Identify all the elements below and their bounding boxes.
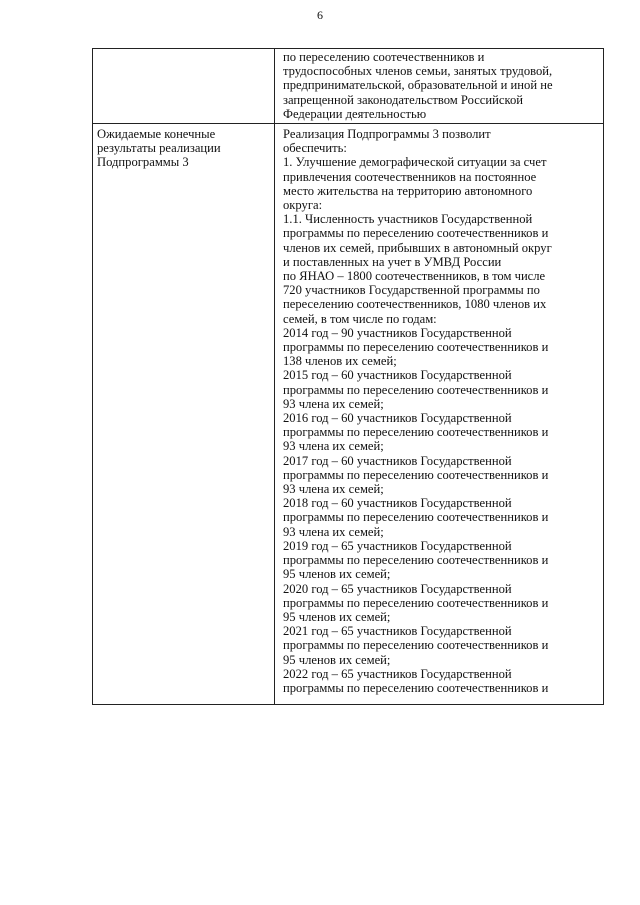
document-table	[92, 48, 604, 705]
row-content-cell	[283, 127, 601, 695]
content-line: Реализация Подпрограммы 3 позволит	[283, 127, 491, 141]
content-line: программы по переселению соотечественников и	[283, 425, 549, 440]
row-label-line: Подпрограммы 3	[97, 155, 189, 170]
content-line: 2014 год – 90 участников Государственной	[283, 325, 512, 340]
content-line: 93 члена их семей;	[283, 439, 384, 454]
content-line: 93 члена их семей;	[283, 482, 384, 497]
content-line: программы по переселению соотечественников и	[283, 340, 549, 355]
continued-cell-line: по переселению соотечественников и	[283, 50, 485, 64]
continued-cell-line: Федерации деятельностью	[283, 106, 427, 121]
row-divider	[93, 123, 603, 124]
content-line: 2022 год – 65 участников Государственной	[283, 666, 512, 681]
content-line: привлечения соотечественников на постоянное	[283, 169, 537, 184]
continued-cell	[283, 50, 601, 121]
row-label-cell	[97, 127, 269, 170]
content-line: программы по переселению соотечественников и	[283, 680, 549, 695]
content-line: обеспечить:	[283, 141, 347, 156]
content-line: 1. Улучшение демографической ситуации за счет	[283, 155, 547, 170]
content-line: программы по переселению соотечественников и	[283, 382, 549, 397]
content-line: 720 участников Государственной программы по	[283, 283, 540, 298]
content-line: 95 членов их семей;	[283, 567, 391, 582]
content-line: 2016 год – 60 участников Государственной	[283, 411, 512, 426]
content-line: по ЯНАО – 1800 соотечественников, в том числе	[283, 269, 546, 284]
content-line: округа:	[283, 198, 323, 213]
content-line: 2019 год – 65 участников Государственной	[283, 538, 512, 553]
content-line: программы по переселению соотечественников и	[283, 638, 549, 653]
continued-cell-line: предпринимательской, образовательной и иной не	[283, 78, 553, 93]
content-line: членов их семей, прибывших в автономный округ	[283, 240, 552, 255]
content-line: 93 члена их семей;	[283, 396, 384, 411]
content-line: программы по переселению соотечественников и	[283, 467, 549, 482]
content-line: переселению соотечественников, 1080 членов их	[283, 297, 547, 312]
continued-cell-line: запрещенной законодательством Российской	[283, 92, 523, 107]
row-label-line: результаты реализации	[97, 141, 221, 156]
content-line: 2015 год – 60 участников Государственной	[283, 368, 512, 383]
content-line: 2018 год – 60 участников Государственной	[283, 496, 512, 511]
page-number: 6	[317, 8, 323, 22]
content-line: программы по переселению соотечественников и	[283, 553, 549, 568]
content-line: программы по переселению соотечественников и	[283, 226, 549, 241]
content-line: 138 членов их семей;	[283, 354, 397, 369]
content-line: 95 членов их семей;	[283, 609, 391, 624]
content-line: 2020 год – 65 участников Государственной	[283, 581, 512, 596]
continued-cell-line: трудоспособных членов семьи, занятых трудовой,	[283, 64, 553, 79]
column-divider	[274, 49, 275, 704]
content-line: семей, в том числе по годам:	[283, 311, 437, 326]
content-line: программы по переселению соотечественников и	[283, 510, 549, 525]
content-line: 93 члена их семей;	[283, 524, 384, 539]
content-line: 95 членов их семей;	[283, 652, 391, 667]
content-line: место жительства на территорию автономного	[283, 183, 533, 198]
content-line: 2017 год – 60 участников Государственной	[283, 453, 512, 468]
content-line: 1.1. Численность участников Государственной	[283, 212, 533, 227]
row-label-line: Ожидаемые конечные	[97, 127, 216, 141]
content-line: и поставленных на учет в УМВД России	[283, 254, 502, 269]
content-line: 2021 год – 65 участников Государственной	[283, 624, 512, 639]
content-line: программы по переселению соотечественников и	[283, 595, 549, 610]
